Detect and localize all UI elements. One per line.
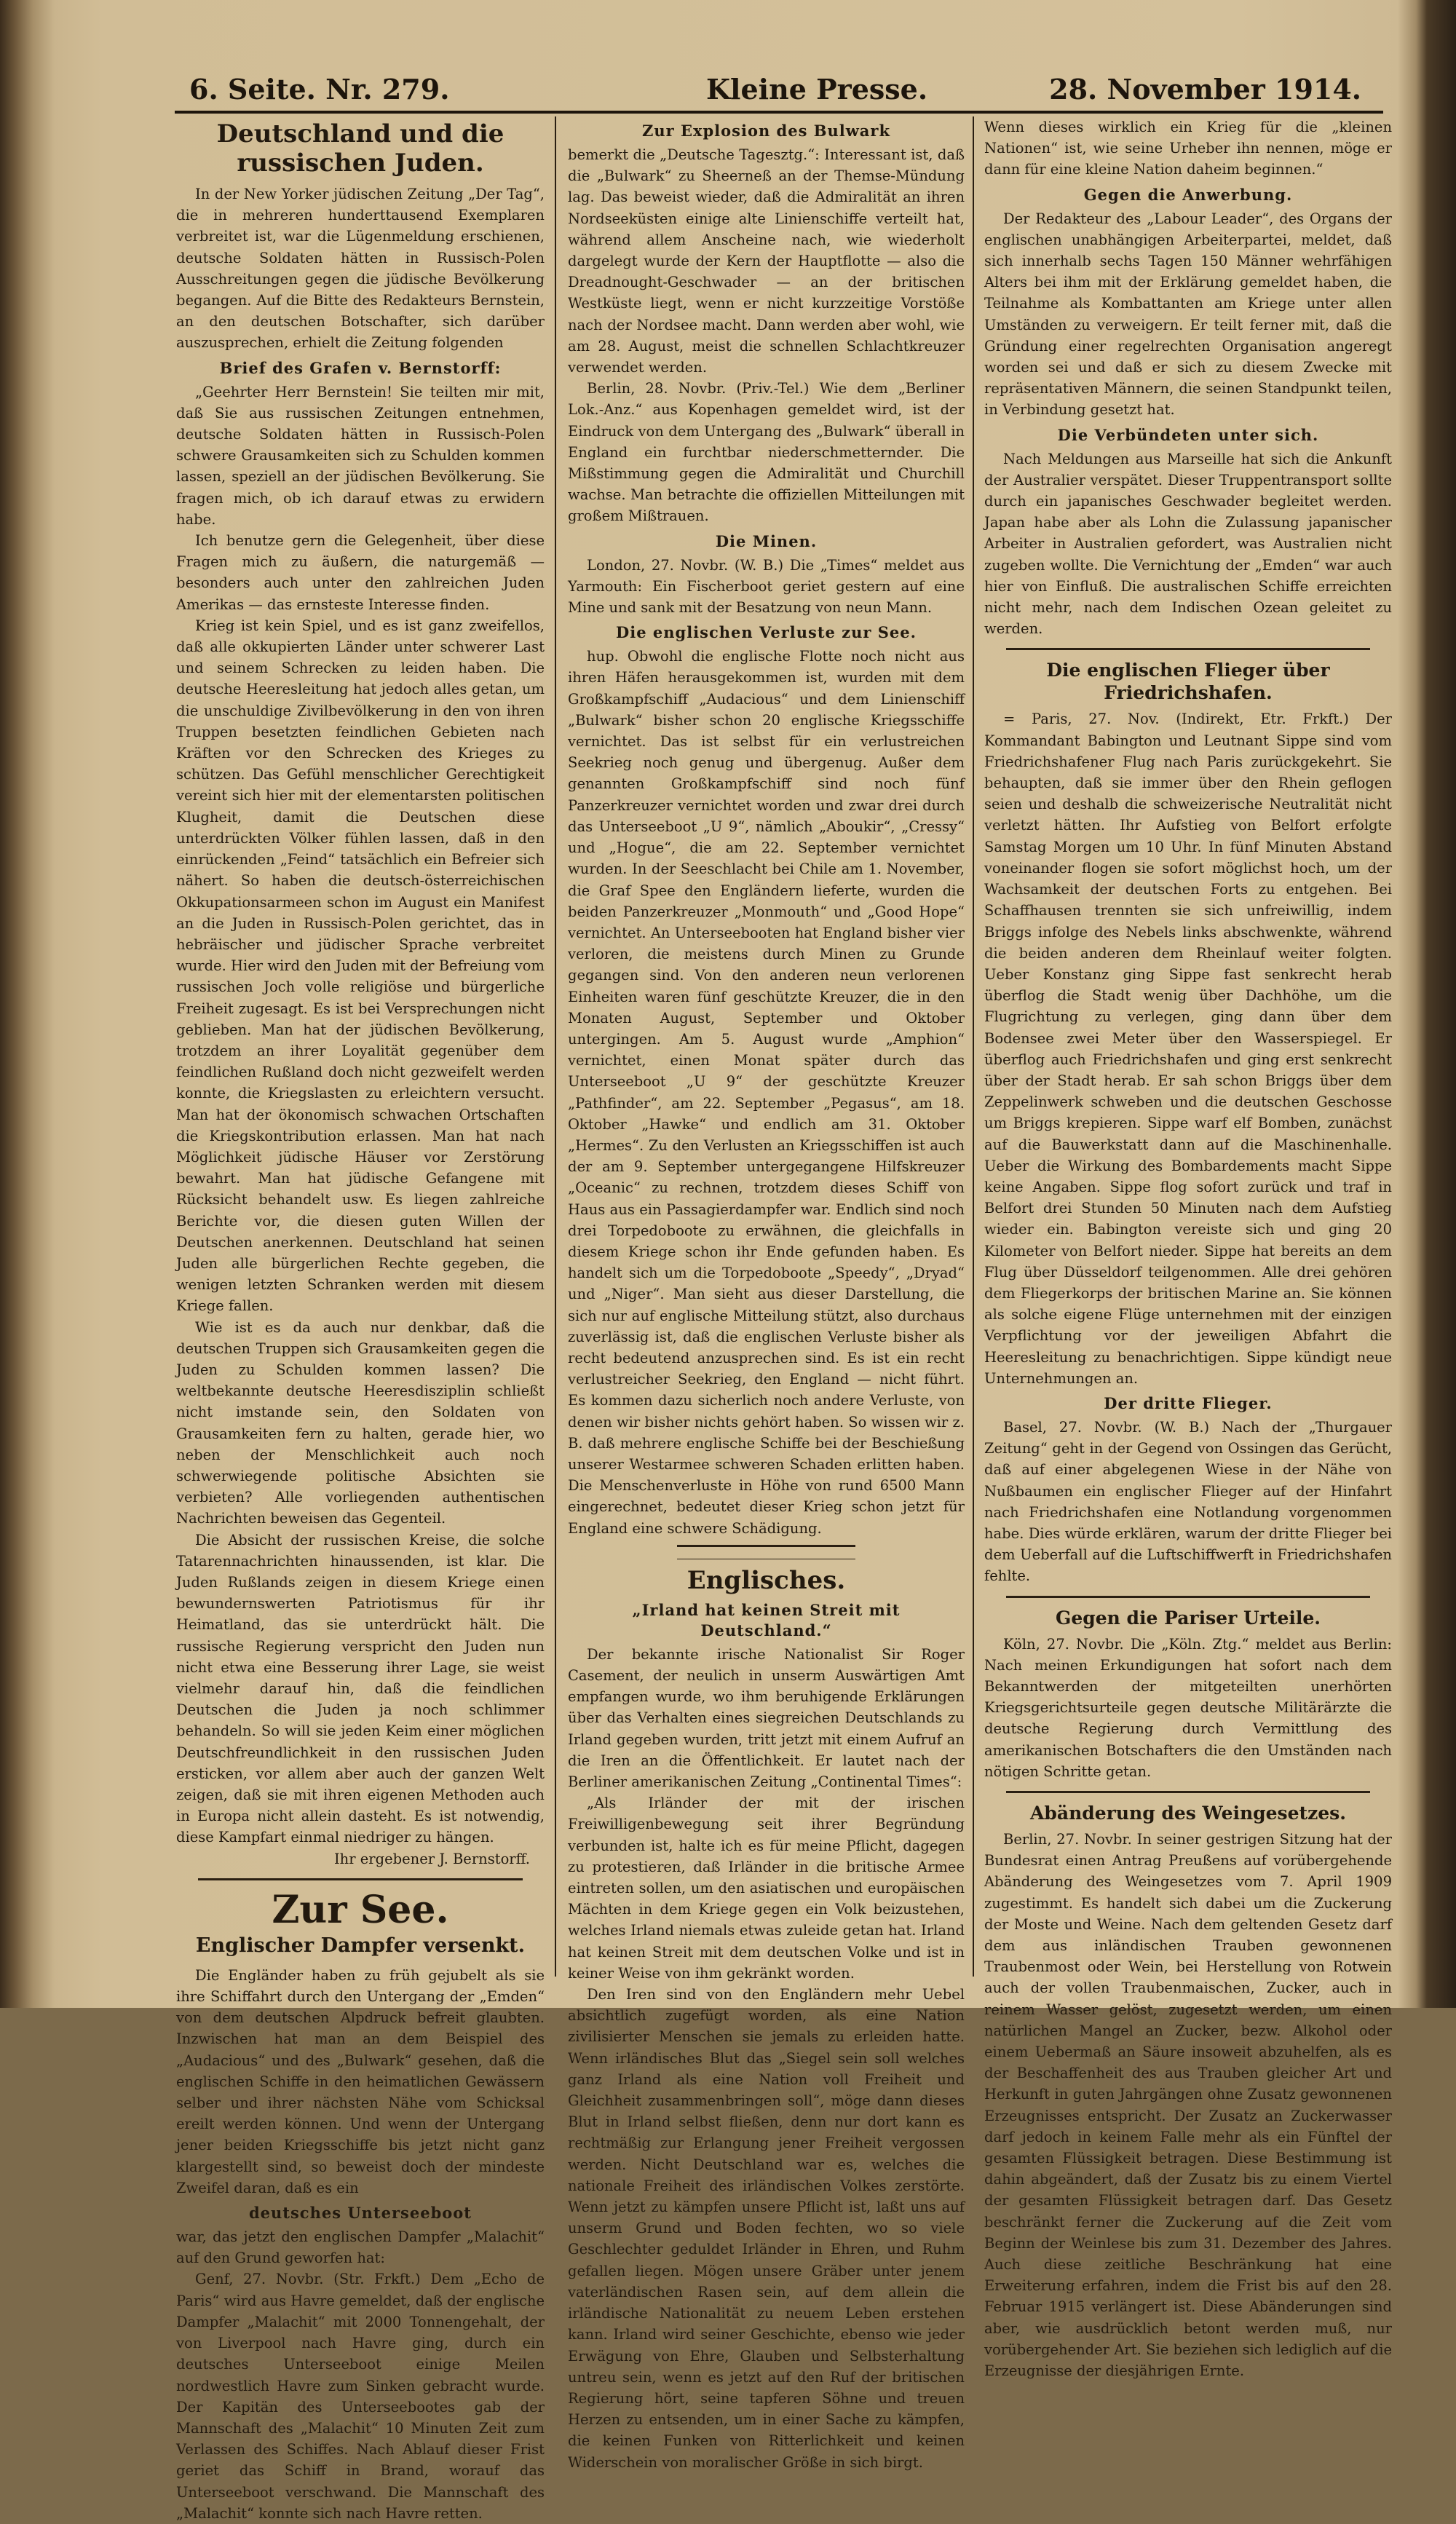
article-paragraph: Ich benutze gern die Gelegenheit, über diese Fragen mich zu äußern, die naturgemäß — besonders auch unter den zahlreichen Juden Amerikas — das ernsteste Interesse finden. (176, 532, 545, 613)
article-paragraph: „Als Irländer der mit der irischen Freiwilligenbewegung seit ihrer Begründung verbunden ist, halte ich es für meine Pflicht, dagegen zu protestieren, daß Irländer in die britische Armee eintreten sollen, um den asiatischen und europäischen Mächten in dem Kriege gegen ein Volk beizustehen, welches Irland niemals etwas zuleide getan hat. Irland hat keinen Streit mit dem deutschen Volke und ist in keiner Weise von ihm gekränkt worden. (568, 1795, 965, 1982)
masthead: Kleine Presse. (706, 73, 928, 106)
section-heading: Die englischen Verluste zur See. (616, 623, 917, 642)
article-paragraph: Wie ist es da auch nur denkbar, daß die deutschen Truppen sich Grausamkeiten gegen die Juden zu Schulden kommen lassen? Die weltbekannte deutsche Heeresdisziplin schließt nicht imstande sein, den Soldaten von Grausamkeiten fern zu halten, gerade hier, wo neben der Menschlichkeit auch noch schwerwiegende politische Absichten sie verbieten? Alle vorliegenden authentischen Nachrichten beweisen das Gegenteil. (176, 1318, 545, 1527)
article-paragraph: Nach Meldungen aus Marseille hat sich die Ankunft der Australier verspätet. Dieser Truppentransport sollte durch ein japanisches Geschwader begleitet werden. Japan habe aber als Lohn die Zulassung japanischer Arbeiter in Australien gefordert, was Australien nicht zugeben wollte. Die Vernichtung der „Emden“ war auch hier von Einfluß. Die australischen Schiffe erreichten nicht mehr, nach dem Indischen Ozean geleitet zu werden. (984, 450, 1392, 638)
column-divider (555, 116, 556, 1977)
article-paragraph: Der Redakteur des „Labour Leader“, des Organs der englischen unabhängigen Arbeiterpartei, meldet, daß sich innerhalb sechs Tagen 150 Männer wehrfähigen Alters bei ihm mit der Erklärung gemeldet haben, die Teilnahme als Kombattanten am Kriege unter allen Umständen zu verweigern. Er teilt ferner mit, daß die Gründung einer regelrechten Organisation angeregt worden sei und daß er sich zu diesem Zwecke mit repräsentativen Männern, die seinen Standpunkt teilen, in Verbindung gesetzt hat. (984, 210, 1392, 419)
separator-rule (198, 1878, 523, 1880)
signature: Ihr ergebener J. Bernstorff. (333, 1850, 530, 1867)
article-paragraph: Berlin, 28. Novbr. (Priv.-Tel.) Wie dem „Berliner Lok.-Anz.“ aus Kopenhagen gemeldet wird, ist der Eindruck von dem Untergang des „Bulwark“ überall in England ein furchtbar niederschmetternder. Die Mißstimmung gegen die Admiralität und Churchill wachse. Man betrachte die offiziellen Mitteilungen mit großem Mißtrauen. (568, 380, 965, 525)
article-paragraph: Der bekannte irische Nationalist Sir Roger Casement, der neulich in unserm Auswärtigen Amt empfangen wurde, wo ihm beruhigende Erklärungen über das Verhalten eines siegreichen Deutschlands zu Irland gegeben wurden, tritt jetzt mit einem Aufruf an die Iren an die Öffentlichkeit. Er lautet nach der Berliner amerikanischen Zeitung „Continental Times“: (568, 1645, 965, 1791)
section-heading: Die Minen. (715, 531, 818, 550)
article-title: Abänderung des Weingesetzes. (1030, 1803, 1346, 1824)
column-3 (984, 116, 1392, 2380)
article-paragraph: bemerkt die „Deutsche Tagesztg.“: Interessant ist, daß die „Bulwark“ zu Sheerneß an der Themse-Mündung lag. Das beweist wieder, daß die Admiralität an ihren Nordseeküsten einige alte Linienschiffe verteilt hat, während allem Anscheine nach, wie wiederholt dargelegt wurde der Kern der Hauptflotte — also die Dreadnought-Geschwader — an der britischen Westküste liegt, wenn er nicht kurzzeitige Vorstöße nach der Nordsee macht. Dann werden aber wohl, wie am 28. August, meist die schnellen Schlachtkreuzer verwendet werden. (568, 146, 965, 376)
article-title: Die englischen Flieger über Friedrichshafen. (1046, 660, 1330, 704)
separator-rule (1006, 648, 1370, 650)
section-heading: Gegen die Anwerbung. (1083, 185, 1293, 204)
article-paragraph: Krieg ist kein Spiel, und es ist ganz zweifellos, daß alle okkupierten Länder unter schwerer Last und seinem Schrecken zu leiden haben. Die deutsche Heeresleitung hat jedoch alles getan, um die unschuldige Zivilbevölkerung in den von ihren Truppen besetzten feindlichen Gebieten nach Kräften vor den Schrecken des Krieges zu schützen. Das Gefühl menschlicher Gerechtigkeit vereint sich hier mit der elementarsten politischen Klugheit, damit die Deutschen diese unterdrückten Völker fühlen lassen, daß in den einrückenden „Feind“ tatsächlich ein Befreier sich nähert. So haben die deutsch-österreichischen Okkupationsarmeen schon im August ein Manifest an die Juden in Russisch-Polen gerichtet, das in hebräischer und jüdischer Sprache verbreitet wurde. Hier wird den Juden mit der Befreiung vom russischen Joch volle religiöse und bürgerliche Freiheit zugesagt. Es ist bei Versprechungen nicht geblieben. Man hat der jüdischen Bevölkerung, trotzdem an ihrer Loyalität gegenüber dem feindlichen Rußland doch nicht gezweifelt werden konnte, die Kriegslasten zu erleichtern versucht. Man hat der ökonomisch schwachen Ortschaften die Kriegskontribution erlassen. Man hat nach Möglichkeit jüdische Häuser vor Zerstörung bewahrt. Man hat jüdische Gefangene mit Rücksicht behandelt usw. Es liegen zahlreiche Berichte vor, die diesen guten Willen der Deutschen anerkennen. Deutschland hat seinen Juden alle bürgerlichen Rechte gegeben, die wenigen letzten Schranken werden mit diesem Kriege fallen. (176, 617, 545, 1315)
section-heading: Brief des Grafen v. Bernstorff: (219, 358, 502, 377)
article-title: Englischer Dampfer versenkt. (195, 1934, 526, 1957)
article-paragraph: Berlin, 27. Novbr. In seiner gestrigen Sitzung hat der Bundesrat einen Antrag Preußens auf vorübergehende Abänderung des Weingesetzes vom 7. April 1909 zugestimmt. Es handelt sich dabei um die Zuckerung der Moste und Weine. Nach dem geltenden Gesetz darf dem aus inländischen Trauben gewonnenen Traubenmost oder Wein, bei Herstellung von Rotwein auch der vollen Traubenmaischen, Zucker, auch in reinem Wasser gelöst, zugesetzt werden, um einen natürlichen Mangel an Zucker, bezw. Alkohol oder einem Uebermaß an Säure insoweit abzuhelfen, als es der Beschaffenheit des aus Trauben gleicher Art und Herkunft in guten Jahrgängen ohne Zusatz gewonnenen Erzeugnisses entspricht. Der Zusatz an Zuckerwasser darf jedoch in keinem Falle mehr als ein Fünftel der gesamten Flüssigkeit betragen. Diese Bestimmung ist dahin abgeändert, daß der Zusatz bis zu einem Viertel der gesamten Flüssigkeit betragen darf. Das Gesetz beschränkt ferner die Zuckerung auf die Zeit vom Beginn der Weinlese bis zum 31. Dezember des Jahres. Auch diese zeitliche Beschränkung hat eine Erweiterung erfahren, indem die Frist bis auf den 28. Februar 1915 verlängert ist. Diese Abänderungen sind aber, wie ausdrücklich betont werden muß, nur vorübergehender Art. Sie beziehen sich lediglich auf die Erzeugnisse der diesjährigen Ernte. (984, 1831, 1392, 2380)
section-title: Zur See. (272, 1887, 449, 1932)
article-paragraph: Die Absicht der russischen Kreise, die solche Tatarennachrichten hinaussenden, ist klar. Die Juden Rußlands zeigen in diesem Kriege einen bewundernswerten Patriotismus für ihr Heimatland, das sie unterdrückt hält. Die russische Regierung verspricht den Juden nun nicht etwa eine Besserung ihrer Lage, sie weist vielmehr darauf hin, daß die feindlichen Deutschen die Juden ja noch schlimmer behandeln. So will sie jeden Keim einer möglichen Deutschfreundlichkeit in den russischen Juden ersticken, vor allem aber auch der ganzen Welt zeigen, daß sie mit ihren eigenen Methoden auch in Europa nicht allein dasteht. Es ist notwendig, diese Kampfart einmal niedriger zu hängen. (176, 1531, 545, 1846)
article-paragraph: Köln, 27. Novbr. Die „Köln. Ztg.“ meldet aus Berlin: Nach meinen Erkundigungen hat sofort nach dem Bekanntwerden der mitgeteilten unerhörten Kriegsgerichtsurteile gegen deutsche Militärärzte die deutsche Regierung durch Vermittlung des amerikanischen Botschafters die den Umständen nach nötigen Schritte getan. (984, 1635, 1392, 1780)
section-heading: Der dritte Flieger. (1104, 1393, 1273, 1412)
separator-rule (1006, 1596, 1370, 1598)
article-paragraph: London, 27. Novbr. (W. B.) Die „Times“ meldet aus Yarmouth: Ein Fischerboot geriet gestern auf eine Mine und sank mit der Besatzung von neun Mann. (568, 556, 965, 617)
column-divider (973, 116, 974, 1977)
header-rule (175, 111, 1383, 114)
article-paragraph: = Paris, 27. Nov. (Indirekt, Etr. Frkft.) Der Kommandant Babington und Leutnant Sippe sind vom Friedrichshafener Flug nach Paris zurückgekehrt. Sie behaupten, daß sie immer über den Rhein geflogen seien und deshalb die schweizerische Neutralität nicht verletzt hätten. Ihr Aufstieg von Belfort erfolgte Samstag Morgen um 10 Uhr. In fünf Minuten Abstand voneinander flogen sie sofort möglichst hoch, um der Wachsamkeit der deutschen Forts zu entgehen. Bei Schaffhausen trennten sie sich unfreiwillig, indem Briggs infolge des Nebels links abschwenkte, während die beiden anderen dem Rheinlauf weiter folgten. Ueber Konstanz ging Sippe fast senkrecht herab überflog die Stadt wenig über Dachhöhe, um die Flugrichtung zu verlegen, ging dann über dem Bodensee zwei Meter über den Wasserspiegel. Er überflog auch Friedrichshafen und ging erst senkrecht über der Stadt herab. Er sah schon Briggs über dem Zeppelinwerk schweben und die deutschen Geschosse um Briggs krepieren. Sippe warf elf Bomben, zunächst auf die Bauwerkstatt dann auf die Maschinenhalle. Ueber die Wirkung des Bombardements macht Sippe keine Angaben. Sippe flog sofort zurück und traf in Belfort drei Stunden 50 Minuten nach dem Aufstieg wieder ein. Babington vereiste sich und ging 20 Kilometer von Belfort nieder. Sippe hat bereits an dem Flug über Düsseldorf teilgenommen. Alle drei gehören dem Fliegerkorps der britischen Marine an. Sie können als solche eigene Flüge unternehmen mit der einzigen Verpflichtung vor der jeweiligen Abfahrt die Heeresleitung zu benachrichtigen. Sippe kündigt neue Unternehmungen an. (984, 711, 1392, 1387)
article-paragraph: Genf, 27. Novbr. (Str. Frkft.) Dem „Echo de Paris“ wird aus Havre gemeldet, daß der englische Dampfer „Malachit“ mit 2000 Tonnengehalt, der von Liverpool nach Havre ging, durch ein deutsches Unterseeboot einige Meilen nordwestlich Havre zum Sinken gebracht wurde. Der Kapitän des Unterseebootes gab der Mannschaft des „Malachit“ 10 Minuten Zeit zum Verlassen des Schiffes. Nach Ablauf dieser Frist geriet das Schiff in Brand, worauf das Unterseeboot verschwand. Die Mannschaft des „Malachit“ konnte sich nach Havre retten. (176, 2271, 545, 2522)
article-paragraph: „Geehrter Herr Bernstein! Sie teilten mir mit, daß Sie aus russischen Zeitungen entnehmen, deutsche Soldaten hätten in Russisch-Polen schwere Grausamkeiten sich zu Schulden kommen lassen, speziell an der jüdischen Bevölkerung. Sie fragen mich, ob ich darauf etwas zu erwidern habe. (176, 383, 545, 528)
section-heading: deutsches Unterseeboot (248, 2204, 472, 2223)
column-1 (176, 116, 545, 2522)
article-paragraph: Wenn dieses wirklich ein Krieg für die „kleinen Nationen“ ist, wie seine Urheber ihn nennen, möge er dann für eine kleine Nation daheim beginnen.“ (984, 119, 1392, 178)
article-title: Gegen die Pariser Urteile. (1056, 1607, 1321, 1629)
article-paragraph: In der New Yorker jüdischen Zeitung „Der Tag“, die in mehreren hunderttausend Exemplaren verbreitet ist, war die Lügenmeldung erschienen, deutsche Soldaten hätten in Russisch-Polen Ausschreitungen gegen die jüdische Bevölkerung begangen. Auf die Bitte des Redakteurs Bernstein, an den deutschen Botschafter, sich darüber auszusprechen, erhielt die Zeitung folgenden (176, 186, 545, 352)
section-title: Englisches. (687, 1565, 846, 1595)
article-paragraph: Basel, 27. Novbr. (W. B.) Nach der „Thurgauer Zeitung“ geht in der Gegend von Ossingen das Gerücht, daß auf einer abgelegenen Wiese in der Nähe von Nußbaumen ein englischer Flieger auf der Hinfahrt nach Friedrichshafen eine Notlandung vorgenommen habe. Dies würde erklären, warum der dritte Flieger bei dem Ueberfall auf die Luftschiffwerft in Friedrichshafen fehlte. (984, 1418, 1392, 1585)
article-paragraph: Den Iren sind von den Engländern mehr Uebel absichtlich zugefügt worden, als eine Nation zivilisierter Menschen sie jemals zu erleiden hatte. Wenn irländisches Blut das „Siegel sein soll welches ganz Irland als eine Nation voll Freiheit und Gleichheit zusammenbringen soll“, möge dann dieses Blut in Irland selbst fließen, denn nur dort kann es rechtmäßig zur Erlangung jener Freiheit vergossen werden. Nicht Deutschland war es, welches die nationale Freiheit des irländischen Volkes zerstörte. Wenn jetzt zu kämpfen unsere Pflicht ist, laßt uns auf unserm Grund und Boden fechten, wo so viele Geschlechter geduldet Irländer in Ehren, und Ruhm gefallen liegen. Mögen unsere Gräber unter jenem vaterländischen Rasen sein, auf dem allein die irländische Nationalität zu neuem Leben erstehen kann. Irland wird seiner Geschichte, ebenso wie jeder Erwägung von Ehre, Glauben und Selbsterhaltung untreu sein, wenn es jetzt auf den Ruf der britischen Regierung hört, seine tapferen Söhne und treuen Herzen zu entsenden, um in einer Sache zu kämpfen, die keinen Funken von Ritterlichkeit und keinen Widerschein von moralischer Größe in sich birgt. (568, 1986, 965, 2471)
article-title: Deutschland und die russischen Juden. (216, 119, 505, 178)
section-heading: Die Verbündeten unter sich. (1057, 425, 1319, 444)
page-header (175, 67, 1376, 111)
separator-rule (1006, 1791, 1370, 1793)
separator-ornament (677, 1545, 855, 1559)
issue-date: 28. November 1914. (1049, 73, 1361, 106)
article-paragraph: hup. Obwohl die englische Flotte noch nicht aus ihren Häfen herausgekommen ist, wurden mit dem Großkampfschiff „Audacious“ und dem Linienschiff „Bulwark“ bisher schon 20 englische Kriegsschiffe vernichtet. Das ist selbst für ein verlustreichen Seekrieg noch genug und übergenug. Außer dem genannten Großkampfschiff sind noch fünf Panzerkreuzer vernichtet worden und zwar drei durch das Unterseeboot „U 9“, nämlich „Aboukir“, „Cressy“ und „Hogue“, die am 22. September vernichtet wurden. In der Seeschlacht bei Chile am 1. November, die Graf Spee den Engländern lieferte, wurden die beiden Panzerkreuzer „Monmouth“ und „Good Hope“ vernichtet. An Unterseebooten hat England bisher vier verloren, die meistens durch Minen zu Grunde gegangen sind. Von den anderen neun verlorenen Einheiten waren fünf geschützte Kreuzer, die in den Monaten August, September und Oktober untergingen. Am 5. August wurde „Amphion“ vernichtet, einen Monat später durch das Unterseeboot „U 9“ der geschützte Kreuzer „Pathfinder“, am 22. September „Pegasus“, am 18. Oktober „Hawke“ und endlich am 31. Oktober „Hermes“. Zu den Verlusten an Kriegsschiffen ist auch der am 9. September untergegangene Hilfskreuzer „Oceanic“ zu rechnen, trotzdem dieses Schiff von Haus aus ein Passagierdampfer war. Endlich sind noch drei Torpedoboote zu erwähnen, die gleichfalls in diesem Kriege schon ihr Ende gefunden haben. Es handelt sich um die Torpedoboote „Speedy“, „Dryad“ und „Niger“. Man sieht aus dieser Darstellung, die sich nur auf englische Mitteilung stützt, also durchaus zuverlässig ist, daß die englischen Verluste bisher als recht bedeutend anzusprechen sind. Es ist ein recht verlustreicher Seekrieg, den England — nicht führt. Es kommen dazu sicherlich noch andere Verluste, von denen wir bisher nichts gehört haben. So wissen wir z. B. daß mehrere englische Schiffe bei der Beschießung unserer Westarmee schweren Schaden erlitten haben. Die Menschenverluste in Höhe von rund 6500 Mann eingerechnet, bedeutet dieser Krieg schon jetzt für England eine schwere Schädigung. (568, 648, 965, 1537)
article-paragraph: Die Engländer haben zu früh gejubelt als sie ihre Schiffahrt durch den Untergang der „Emden“ von dem deutschen Alpdruck befreit glaubten. Inzwischen hat man an dem Beispiel des „Audacious“ und des „Bulwark“ gesehen, daß die englischen Schiffe in den heimatlichen Gewässern selber und ihrer nächsten Nähe vom Schicksal ereilt werden können. Und wenn der Untergang jener beiden Kriegsschiffe bis jetzt nicht ganz klargestellt sind, so beweist doch der mindeste Zweifel daran, daß es ein (176, 1966, 545, 2196)
article-paragraph: war, das jetzt den englischen Dampfer „Malachit“ auf den Grund geworfen hat: (176, 2228, 545, 2267)
article-title: Zur Explosion des Bulwark (641, 122, 891, 140)
column-2 (568, 116, 965, 2471)
article-title: „Irland hat keinen Streit mit Deutschland.“ (632, 1600, 901, 1639)
page-number: 6. Seite. Nr. 279. (189, 73, 450, 106)
